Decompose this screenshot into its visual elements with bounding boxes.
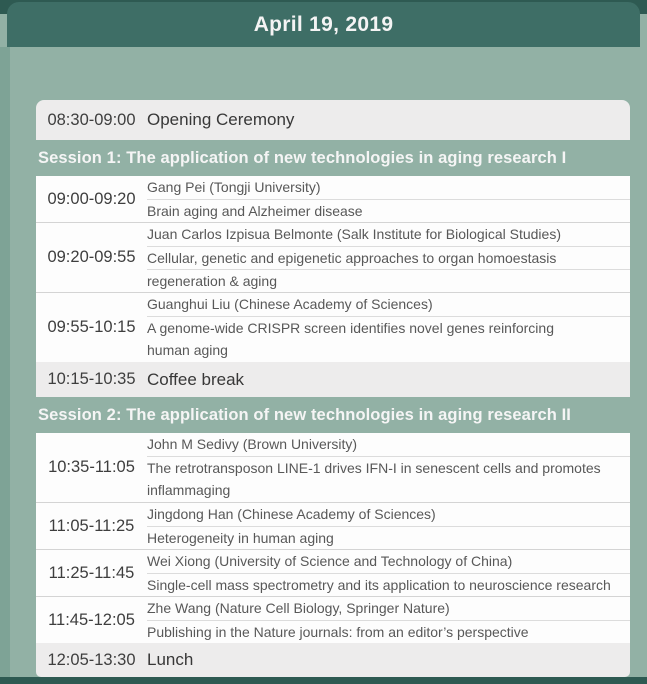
break-row-lunch [36,643,630,677]
talk-title: human aging [147,342,228,358]
talk-speaker: Zhe Wang (Nature Cell Biology, Springer Nature) [147,600,450,616]
break-label: Lunch [147,650,194,669]
talk-row [36,596,630,643]
talk-time: 11:45-12:05 [48,610,135,629]
talk-speaker: Wei Xiong (University of Science and Technology of China) [147,553,513,569]
talk-row [36,433,630,502]
talk-row [36,176,630,222]
break-time: 12:05-13:30 [47,650,136,669]
talk-speaker: Jingdong Han (Chinese Academy of Sciences) [147,506,436,522]
talk-speaker: John M Sedivy (Brown University) [147,436,358,452]
talk-title: Cellular, genetic and epigenetic approaches to organ homoestasis [147,246,630,269]
talk-title: Heterogeneity in human aging [147,526,630,549]
talk-title: regeneration & aging [147,269,630,292]
break-label: Opening Ceremony [147,110,295,129]
break-row-coffee [36,362,630,397]
talk-row [36,222,630,292]
talk-title: A genome-wide CRISPR screen identifies novel genes reinforcing [147,316,630,339]
date-title-bar [7,2,640,47]
talk-title: The retrotransposon LINE-1 drives IFN-I in senescent cells and promotes [147,456,630,479]
talk-time: 10:35-11:05 [48,458,135,476]
schedule-card [36,100,630,677]
session-2-talks [36,433,630,643]
session-2-header [36,397,630,433]
session-title: Session 1: The application of new technologies in aging research I [38,148,567,167]
talk-speaker: Guanghui Liu (Chinese Academy of Sciences) [147,296,433,312]
session-title: Session 2: The application of new technologies in aging research II [38,405,571,424]
talk-time: 09:20-09:55 [47,248,136,266]
session-1-talks [36,176,630,362]
talk-title: inflammaging [147,482,231,498]
date-title: April 19, 2019 [253,12,394,36]
talk-time: 11:05-11:25 [48,516,135,535]
talk-row [36,502,630,549]
break-time: 10:15-10:35 [47,370,136,388]
bottom-edge-strip [0,677,647,684]
talk-speaker: Juan Carlos Izpisua Belmonte (Salk Institute for Biological Studies) [147,226,561,242]
talk-row [36,549,630,596]
talk-title: Brain aging and Alzheimer disease [147,199,630,222]
talk-title: Single-cell mass spectrometry and its application to neuroscience research [147,573,630,596]
break-time: 08:30-09:00 [47,110,136,129]
left-edge-strip [0,47,10,677]
break-label: Coffee break [147,369,245,389]
talk-title: Publishing in the Nature journals: from an editor’s perspective [147,620,630,643]
session-1-header [36,140,630,176]
talk-time: 09:00-09:20 [47,189,136,208]
talk-time: 11:25-11:45 [48,563,135,582]
talk-row [36,292,630,362]
talk-time: 09:55-10:15 [47,318,136,336]
break-row-opening [36,100,630,140]
talk-speaker: Gang Pei (Tongji University) [147,179,321,195]
